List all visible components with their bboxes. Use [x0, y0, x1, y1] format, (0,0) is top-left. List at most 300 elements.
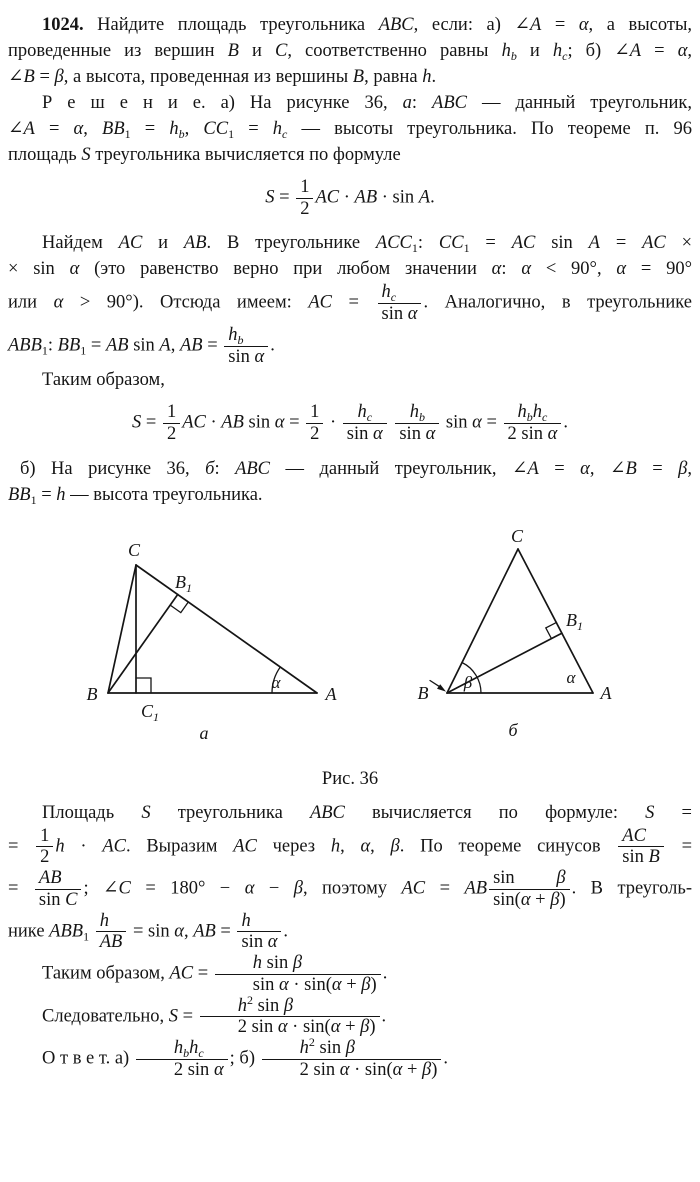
text-run: ) — [431, 1059, 438, 1080]
text-run: × — [665, 233, 693, 254]
denominator — [163, 423, 180, 445]
text-run: = — [599, 233, 643, 254]
text-run: = — [641, 41, 678, 61]
text-run: . — [270, 335, 275, 356]
text-run: + — [530, 889, 551, 910]
right-angle-C1-a — [136, 678, 151, 693]
text-run: 1 — [228, 127, 235, 141]
math-var: h — [422, 67, 432, 87]
text-run: , — [183, 921, 194, 942]
text-run: = — [8, 836, 35, 857]
text-run: 1 — [166, 402, 177, 423]
math-var: AB — [354, 187, 378, 208]
math-var: c — [542, 410, 548, 425]
text-run: ; ∠ — [83, 878, 119, 899]
paragraph — [8, 367, 692, 393]
math-var: b — [237, 332, 244, 347]
text-run: ; б) — [229, 1048, 260, 1069]
math-var: c — [198, 1045, 204, 1060]
paragraph — [8, 800, 692, 953]
text-run: sin — [262, 953, 293, 974]
text-run: + — [402, 1059, 423, 1080]
math-var: AB — [38, 868, 62, 889]
text-run: = — [202, 335, 223, 356]
text-run: sin — [241, 932, 268, 953]
text-run: 1 — [411, 241, 418, 256]
math-var: α — [360, 836, 371, 857]
text-run: · — [325, 412, 341, 433]
fraction — [376, 282, 424, 324]
math-var: β — [345, 1037, 355, 1058]
math-var: AB — [193, 921, 216, 942]
text-run: = — [274, 187, 295, 208]
text-line — [8, 64, 692, 90]
math-var: α — [174, 921, 184, 942]
text-run: sin — [243, 412, 275, 433]
text-line — [8, 800, 692, 826]
math-var: α — [331, 974, 342, 995]
text-run: . — [381, 1005, 387, 1026]
math-var: AC — [169, 963, 194, 984]
text-run: 1 — [40, 825, 50, 846]
math-var: A — [418, 187, 431, 208]
numerator — [343, 402, 387, 423]
text-line — [8, 116, 692, 142]
math-var: α — [578, 15, 589, 35]
text-run: = — [332, 292, 376, 313]
text-run: , — [184, 119, 204, 139]
subscript — [542, 410, 547, 424]
text-run: Площадь — [42, 802, 142, 823]
math-var: β — [678, 458, 688, 479]
math-var: h — [189, 1037, 199, 1058]
math-var: α — [547, 424, 558, 445]
text-run: : — [501, 259, 522, 280]
math-var: β — [283, 995, 294, 1016]
math-var: h — [173, 1037, 184, 1058]
math-var: β — [390, 836, 400, 857]
text-line — [8, 868, 692, 910]
math-var: BB — [8, 484, 31, 505]
text-run: 2 — [310, 424, 320, 445]
math-var: α — [330, 1017, 341, 1038]
vertex-label-A-b: A — [600, 682, 612, 703]
vertex-label-B-a: B — [86, 683, 98, 704]
text-run: sin — [399, 424, 426, 445]
numerator — [262, 1034, 442, 1059]
math-var: C — [118, 878, 131, 899]
text-run: ∠ — [8, 67, 24, 87]
math-var: A — [588, 233, 600, 254]
text-run: = — [538, 458, 581, 479]
math-var: ABC — [378, 15, 414, 35]
math-var: α — [491, 259, 502, 280]
text-run: = — [141, 412, 161, 433]
text-run: . — [283, 921, 289, 942]
math-var: b — [418, 410, 425, 425]
math-var: AB — [183, 233, 207, 254]
math-var: h — [56, 484, 66, 505]
math-var: α — [616, 259, 627, 280]
text-run: . — [443, 1048, 449, 1069]
fraction — [341, 402, 389, 444]
numerator — [200, 992, 380, 1017]
math-var: α — [425, 424, 436, 445]
math-var: C — [274, 41, 288, 61]
math-var: α — [520, 889, 531, 910]
math-var: A — [529, 15, 542, 35]
vertex-label-C-b: C — [510, 525, 524, 546]
math-var: AC — [233, 836, 257, 857]
text-run: : — [47, 335, 58, 356]
text-run: 2 sin — [237, 1017, 278, 1038]
math-var: b — [178, 127, 185, 141]
subscript — [198, 1046, 203, 1060]
text-run: sin — [441, 412, 473, 433]
math-var: AC — [511, 233, 536, 254]
math-var: BB — [102, 119, 125, 139]
math-var: S — [265, 187, 275, 208]
math-var: b — [526, 410, 533, 425]
text-run: , — [370, 836, 391, 857]
denominator — [489, 889, 570, 911]
math-var: h — [381, 282, 391, 303]
math-var: AC — [182, 412, 206, 433]
text-run: sin — [493, 868, 557, 889]
math-var: α — [580, 458, 590, 479]
math-var: β — [360, 1017, 370, 1038]
fraction — [487, 868, 572, 910]
text-run: б) На рисунке 36, — [20, 458, 206, 479]
text-run: + — [341, 974, 362, 995]
text-run: и — [238, 41, 275, 61]
angle-label-beta-b: β — [463, 672, 473, 692]
math-var: ABC — [309, 802, 345, 823]
text-line — [8, 256, 692, 282]
denominator — [237, 931, 281, 953]
denominator — [618, 846, 664, 868]
text-run: sin — [128, 335, 160, 356]
math-var: α — [53, 292, 64, 313]
foot-label-B1-a: $B_1$ — [175, 571, 192, 595]
text-run: , равна — [364, 67, 423, 87]
math-var: C — [65, 889, 78, 910]
text-run: , ∠ — [589, 458, 626, 479]
text-run: 1 — [80, 343, 87, 358]
angle-label-alpha-b: α — [566, 667, 576, 687]
math-var: ABB — [49, 921, 84, 942]
math-var: β — [422, 1059, 432, 1080]
text-run: , поэтому — [302, 878, 402, 899]
bold-run: 1024. — [42, 15, 84, 35]
paragraph — [8, 12, 692, 90]
math-var: α — [244, 878, 255, 899]
math-var: c — [390, 290, 397, 305]
numerator — [96, 911, 127, 932]
math-var: а — [402, 93, 412, 113]
foot-label-B1-b: $B_1$ — [566, 609, 583, 633]
math-var: c — [282, 127, 288, 141]
text-run: — данный треугольник, — [466, 93, 692, 113]
math-var: α — [392, 1059, 403, 1080]
text-run: 1 — [463, 241, 470, 256]
text-run: 1 — [124, 127, 131, 141]
text-run: 2 sin — [173, 1059, 214, 1080]
math-var: AC — [642, 233, 666, 254]
right-angle-B1-a — [170, 602, 188, 613]
text-run: , а высоты, — [588, 15, 692, 35]
text-run: площадь — [8, 145, 82, 165]
text-run: Найдем — [42, 233, 119, 254]
numerator — [296, 177, 313, 198]
math-var: h — [237, 995, 247, 1016]
fraction — [222, 325, 270, 367]
math-var: B — [648, 847, 660, 868]
subscript — [238, 333, 244, 347]
numerator — [395, 402, 439, 423]
text-run: = 180° − — [130, 878, 245, 899]
math-var: AC — [622, 825, 646, 846]
text-run: Найдите площадь треугольника — [83, 15, 379, 35]
vertex-label-B-b: B — [417, 682, 429, 703]
text-run: : — [214, 458, 236, 479]
math-var: h — [517, 402, 527, 423]
text-run: , а высота, проведенная из вершины — [63, 67, 353, 87]
math-var: h — [501, 41, 511, 61]
text-run: 1 — [310, 402, 320, 423]
math-var: CC — [438, 233, 464, 254]
text-run: = — [36, 484, 57, 505]
math-var: S — [141, 802, 151, 823]
text-run: нике — [8, 921, 50, 942]
side-BC-b — [447, 549, 518, 693]
math-var: S — [645, 802, 655, 823]
math-var: α — [254, 346, 265, 367]
figure-caption: Рис. 36 — [321, 768, 379, 789]
math-var: AC — [102, 836, 126, 857]
math-var: S — [168, 1005, 179, 1026]
text-run: = — [636, 458, 679, 479]
fraction — [294, 177, 315, 219]
text-run: = — [193, 963, 213, 984]
subscript — [391, 290, 396, 304]
fraction — [616, 826, 666, 868]
math-var: ABB — [8, 335, 42, 356]
text-line — [8, 1034, 692, 1080]
text-run: 2 — [300, 198, 310, 219]
text-line — [8, 325, 692, 367]
text-run: ; б) ∠ — [567, 41, 630, 61]
fraction — [134, 1038, 230, 1080]
text-run: 1 — [41, 343, 48, 358]
text-run: · sin — [377, 187, 419, 208]
text-line — [8, 992, 692, 1038]
math-var: б — [205, 458, 215, 479]
text-run: — высота треугольника. — [65, 484, 263, 505]
math-var: AB — [221, 412, 244, 433]
math-var: α — [277, 1017, 288, 1038]
math-var: h — [532, 402, 543, 423]
denominator — [136, 1059, 228, 1081]
denominator — [35, 889, 82, 911]
text-run: = — [425, 878, 465, 899]
foot-label-C1-a: $C_1$ — [141, 700, 160, 724]
math-var: h — [272, 119, 283, 139]
text-run: = — [665, 836, 692, 857]
text-run: sin — [38, 889, 66, 910]
vertex-label-C-a: C — [127, 539, 141, 560]
text-line — [8, 456, 692, 482]
math-var: β — [293, 878, 303, 899]
denominator — [378, 303, 422, 325]
text-line — [8, 826, 692, 868]
text-line — [8, 90, 692, 116]
text-run: — высоты треугольника. По теореме п. 96 — [287, 119, 693, 139]
math-var: A — [629, 41, 642, 61]
text-run: , соответственно равны — [287, 41, 502, 61]
math-var: B — [227, 41, 239, 61]
text-run: (это равенство верно при любом значении — [79, 259, 492, 280]
triangle-diagrams — [8, 516, 692, 756]
vertex-label-A-a: A — [325, 683, 337, 704]
side-AC-a — [136, 565, 317, 693]
text-run: · — [339, 187, 355, 208]
text-run: через — [256, 836, 331, 857]
math-var: ACC — [375, 233, 412, 254]
text-run: треугольника вычисляется по формуле — [90, 145, 401, 165]
math-var: α — [73, 119, 84, 139]
numerator — [618, 826, 664, 847]
math-var: β — [54, 67, 64, 87]
numerator — [489, 868, 570, 889]
fraction — [393, 402, 441, 444]
text-run: · — [64, 836, 103, 857]
angle-label-alpha-a: α — [271, 672, 281, 692]
numerator — [215, 953, 381, 974]
math-var: h — [99, 910, 109, 931]
text-run: , — [687, 458, 692, 479]
text-run: 2 — [308, 1034, 315, 1049]
triangle-a — [108, 565, 317, 693]
text-line — [8, 282, 692, 324]
solution-text-top — [8, 12, 692, 508]
paragraph — [8, 230, 692, 367]
text-run: . Выразим — [125, 836, 234, 857]
text-run: 2 — [166, 424, 177, 445]
math-var: α — [407, 304, 418, 325]
math-var: c — [562, 49, 568, 63]
math-var: B — [625, 458, 637, 479]
math-var: CC — [203, 119, 229, 139]
paragraph — [8, 953, 692, 995]
text-run: · — [205, 412, 222, 433]
math-var: h — [552, 41, 563, 61]
paragraph — [8, 1034, 692, 1080]
denominator — [504, 423, 562, 445]
sublabel-a: а — [199, 722, 209, 743]
fraction — [213, 953, 383, 995]
math-var: b — [183, 1045, 190, 1060]
text-run: О т в е т. а) — [42, 1048, 134, 1069]
text-run: = — [8, 878, 33, 899]
numerator — [163, 402, 180, 423]
text-run: · sin( — [349, 1059, 393, 1080]
text-run: , если: а) ∠ — [413, 15, 530, 35]
fraction — [198, 992, 382, 1038]
text-run: = sin — [128, 921, 175, 942]
text-run: = — [178, 1005, 198, 1026]
math-var: β — [292, 953, 303, 974]
text-run: . По теореме синусов — [399, 836, 617, 857]
text-run: . — [563, 412, 568, 433]
math-var: h — [55, 836, 65, 857]
math-var: AC — [308, 292, 332, 313]
text-run: . Аналогично, в треугольнике — [423, 292, 693, 313]
display-formula — [8, 402, 692, 444]
denominator — [224, 346, 268, 368]
solution-text-bottom — [8, 800, 692, 1081]
denominator — [306, 423, 323, 445]
figure-36 — [8, 516, 692, 792]
text-run: sin — [252, 995, 284, 1016]
fraction — [260, 1034, 444, 1080]
math-var: ABC — [235, 458, 271, 479]
text-run: sin — [346, 424, 374, 445]
math-var: h — [252, 953, 263, 974]
math-var: α — [267, 932, 278, 953]
denominator — [215, 974, 381, 996]
math-var: AB — [99, 932, 123, 953]
text-run: = — [541, 15, 579, 35]
denominator — [296, 198, 313, 220]
math-var: h — [169, 119, 179, 139]
text-run: = — [234, 119, 273, 139]
math-var: h — [330, 836, 341, 857]
math-var: AB — [179, 335, 203, 356]
text-run: , — [340, 836, 361, 857]
fraction — [33, 868, 84, 910]
numerator — [306, 402, 323, 423]
math-var: A — [527, 458, 539, 479]
text-run: 2 — [40, 847, 50, 868]
fraction — [161, 402, 182, 444]
text-run: + — [340, 1017, 361, 1038]
sublabel-b: б — [508, 719, 518, 740]
display-formula — [8, 177, 692, 219]
text-run: sin — [252, 974, 279, 995]
text-run: 1 — [30, 492, 37, 507]
text-run: = — [284, 412, 305, 433]
math-var: α — [339, 1059, 350, 1080]
text-run: . — [431, 67, 437, 87]
text-run: ) — [370, 974, 377, 995]
text-run: треугольника — [150, 802, 310, 823]
math-var: AC — [118, 233, 143, 254]
text-run: = — [654, 802, 692, 823]
pointer-line-B-b — [430, 680, 439, 686]
text-run: sin( — [493, 889, 521, 910]
math-var: h — [409, 402, 419, 423]
text-run: × sin — [8, 259, 70, 280]
math-var: B — [352, 67, 365, 87]
text-run: = — [34, 119, 74, 139]
text-run: . — [430, 187, 435, 208]
text-run: < 90°, — [531, 259, 617, 280]
math-var: α — [69, 259, 80, 280]
text-run: 2 sin — [507, 424, 548, 445]
fraction — [235, 911, 283, 953]
text-run: ) — [559, 889, 566, 910]
